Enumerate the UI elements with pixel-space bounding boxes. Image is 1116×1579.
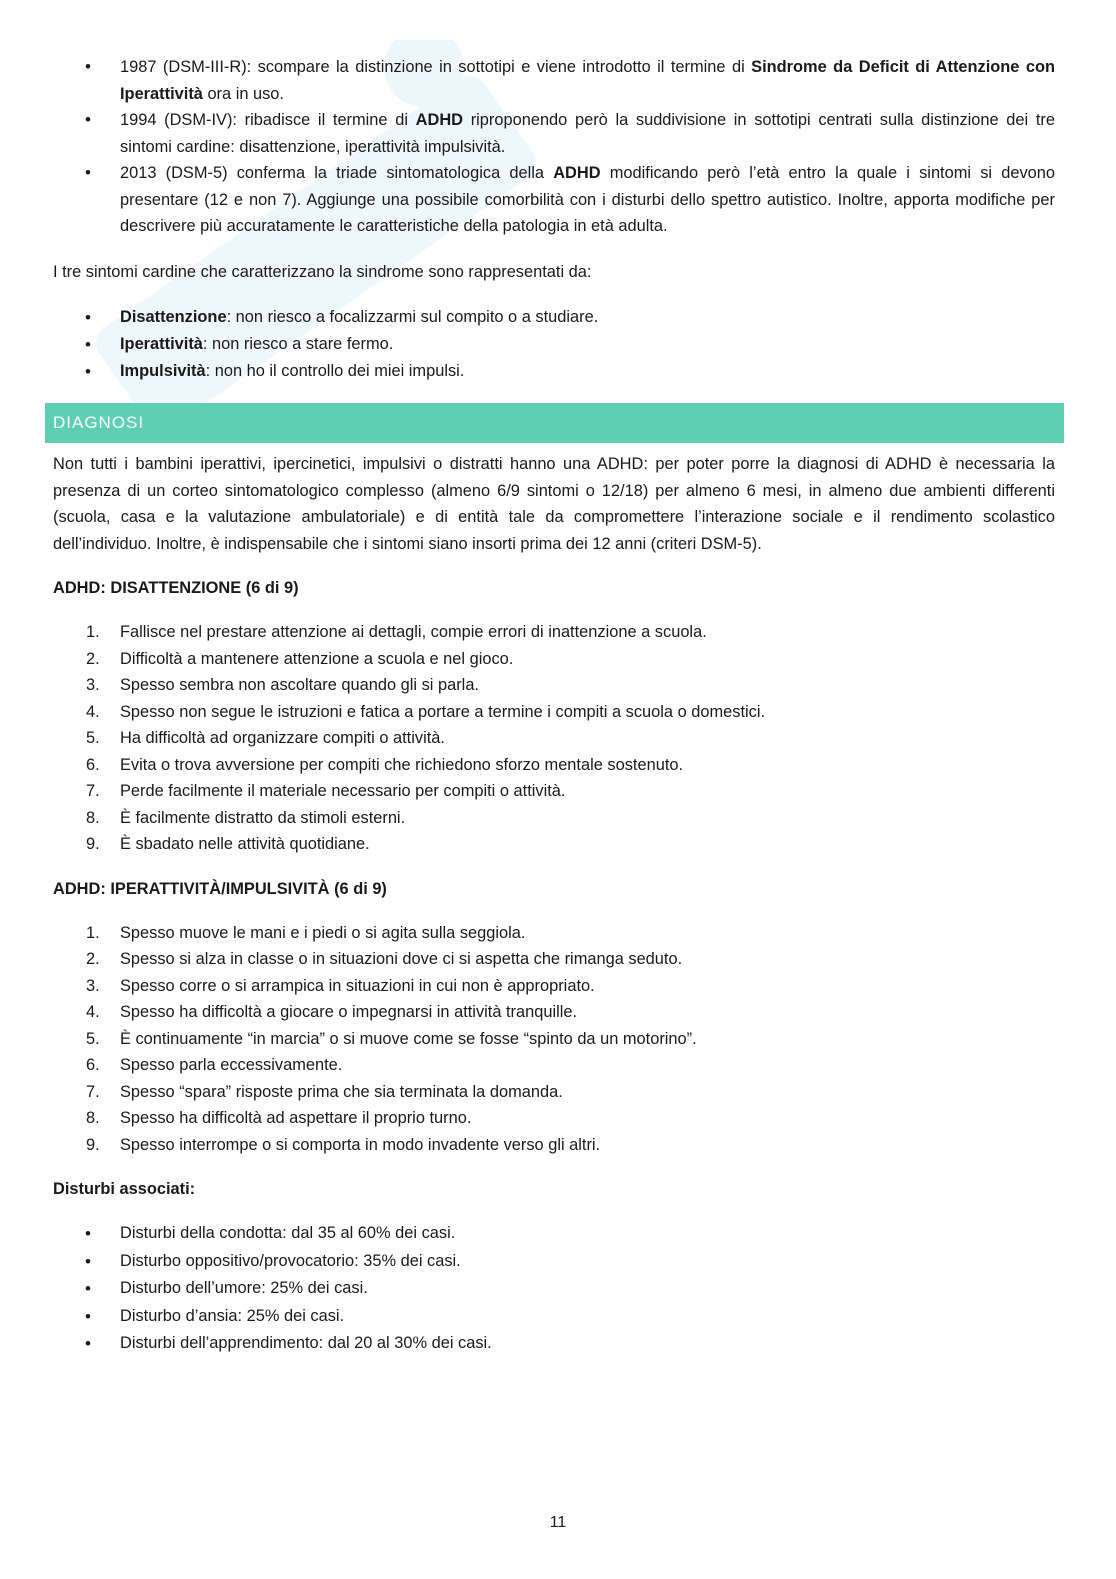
list-item: 3. Spesso corre o si arrampica in situazioni in cui non è appropriato.	[86, 976, 595, 995]
list-item: 5. È continuamente “in marcia” o si muove come se fosse “spinto da un motorino”.	[86, 1029, 697, 1048]
list-item: • Disturbi della condotta: dal 35 al 60% dei casi.	[53, 1220, 1055, 1248]
diagnosi-paragraph: Non tutti i bambini iperattivi, ipercinetici, impulsivi o distratti hanno una ADHD: per poter porre la diagnosi di ADHD è necessaria la presenza di un corteo sintomatologico complesso (almeno 6/9 sintomi o 12/18) per almeno 6 mesi, in almeno due ambienti differenti (scuola, casa e la valutazione ambulatoriale) e di entità tale da compromettere l’interazione sociale e il rendimento scolastico dell’individuo. Inoltre, è indispensabile che i sintomi siano insorti prima dei 12 anni (criteri DSM-5).	[53, 455, 1055, 553]
history-item: • 2013 (DSM-5) conferma la triade sintomatologica della ADHD modificando però l’età entro la quale i sintomi si devono presentare (12 e non 7). Aggiunge una possibile comorbilità con i disturbi dello spettro autistico. Inoltre, apporta modifiche per descrivere più accuratamente le caratteristiche della patologia in età adulta.	[53, 160, 1055, 240]
symptom-item: • Iperattività: non riesco a stare fermo.	[53, 331, 1055, 358]
list-item: • Disturbo d’ansia: 25% dei casi.	[53, 1303, 1055, 1331]
list-item: 2. Difficoltà a mantenere attenzione a scuola e nel gioco.	[86, 649, 514, 668]
disturbi-heading: Disturbi associati:	[53, 1180, 196, 1198]
list-item: 8. È facilmente distratto da stimoli esterni.	[86, 808, 406, 827]
list-item: 7. Spesso “spara” risposte prima che sia terminata la domanda.	[86, 1082, 563, 1101]
list-item: 6. Spesso parla eccessivamente.	[86, 1056, 343, 1074]
list-item: 9. Spesso interrompe o si comporta in modo invadente verso gli altri.	[86, 1135, 601, 1154]
history-item: • 1987 (DSM-III-R): scompare la distinzione in sottotipi e viene introdotto il termine di Sindrome da Deficit di Attenzione con Iperattività ora in uso.	[53, 54, 1055, 107]
list-item: • Disturbo dell’umore: 25% dei casi.	[53, 1275, 1055, 1303]
page-number: 11	[549, 1514, 567, 1531]
history-item: • 1994 (DSM-IV): ribadisce il termine di ADHD riproponendo però la suddivisione in sottotipi centrati sulla distinzione dei tre sintomi cardine: disattenzione, iperattività impulsività.	[53, 107, 1055, 160]
disattenzione-list	[53, 619, 1055, 858]
symptoms-intro: I tre sintomi cardine che caratterizzano la sindrome sono rappresentati da:	[53, 262, 592, 281]
iperattivita-list	[53, 920, 1055, 1159]
symptom-item: • Disattenzione: non riesco a focalizzarmi sul compito o a studiare.	[53, 304, 1055, 331]
section-header-diagnosi: DIAGNOSI	[45, 403, 1064, 443]
list-item: 3. Spesso sembra non ascoltare quando gli si parla.	[86, 676, 479, 694]
list-item: 8. Spesso ha difficoltà ad aspettare il proprio turno.	[86, 1109, 472, 1127]
list-item: 4. Spesso ha difficoltà a giocare o impegnarsi in attività tranquille.	[86, 1003, 578, 1021]
list-item: 6. Evita o trova avversione per compiti che richiedono sforzo mentale sostenuto.	[86, 755, 684, 774]
history-list	[53, 54, 1055, 240]
list-item: 7. Perde facilmente il materiale necessario per compiti o attività.	[86, 782, 566, 800]
list-item: 5. Ha difficoltà ad organizzare compiti o attività.	[86, 729, 445, 747]
symptoms-list	[53, 304, 1055, 385]
list-item: 9. È sbadato nelle attività quotidiane.	[86, 835, 370, 853]
symptom-item: • Impulsività: non ho il controllo dei miei impulsi.	[53, 358, 1055, 385]
iperattivita-heading: ADHD: IPERATTIVITÀ/IMPULSIVITÀ (6 di 9)	[53, 879, 387, 898]
list-item: 1. Spesso muove le mani e i piedi o si agita sulla seggiola.	[86, 923, 526, 942]
list-item: • Disturbi dell’apprendimento: dal 20 al 30% dei casi.	[53, 1330, 1055, 1358]
disattenzione-heading: ADHD: DISATTENZIONE (6 di 9)	[53, 579, 299, 597]
list-item: 4. Spesso non segue le istruzioni e fatica a portare a termine i compiti a scuola o domestici.	[86, 702, 766, 721]
list-item: 1. Fallisce nel prestare attenzione ai dettagli, compie errori di inattenzione a scuola.	[86, 623, 707, 641]
disturbi-list	[53, 1220, 1055, 1358]
list-item: 2. Spesso si alza in classe o in situazioni dove ci si aspetta che rimanga seduto.	[86, 950, 683, 968]
list-item: • Disturbo oppositivo/provocatorio: 35% dei casi.	[53, 1248, 1055, 1276]
